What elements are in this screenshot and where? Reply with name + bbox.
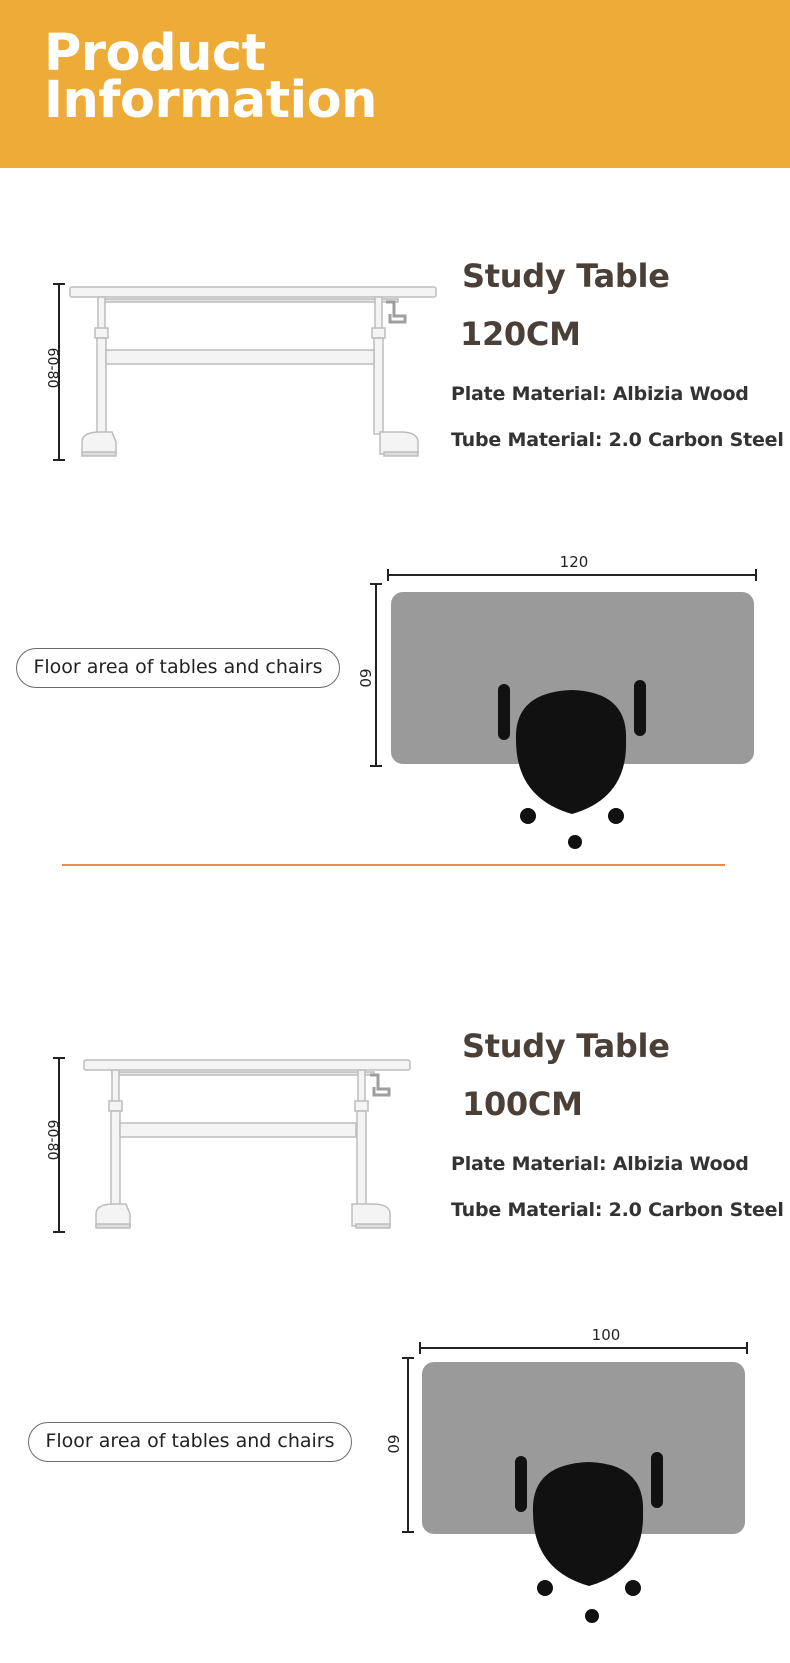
section-divider <box>62 864 725 866</box>
depth-dimension-line <box>402 1358 414 1532</box>
table-illustration <box>70 287 436 456</box>
width-dimension-line <box>420 1342 747 1354</box>
floor-area-diagram <box>378 1320 758 1630</box>
depth-dimension-label: 60 <box>384 1434 402 1454</box>
floor-area-label: Floor area of tables and chairs <box>16 648 340 688</box>
table-illustration <box>84 1060 410 1228</box>
tube-material-spec: Tube Material: 2.0 Carbon Steel <box>451 1199 784 1221</box>
study-table-side-view <box>30 270 440 470</box>
depth-dimension-label: 60 <box>356 668 374 688</box>
product-title: Study Table <box>462 1027 670 1065</box>
width-dimension-label: 120 <box>559 553 589 571</box>
page-title <box>44 24 377 130</box>
height-dimension-label: 60-80 <box>44 347 60 389</box>
height-dimension-label: 60-80 <box>44 1119 60 1161</box>
page-title-line-1: Product <box>44 24 266 83</box>
width-dimension-label: 100 <box>591 1326 621 1344</box>
product-size-label: 100CM <box>462 1085 583 1123</box>
plate-material-spec: Plate Material: Albizia Wood <box>451 1153 749 1175</box>
study-table-side-view <box>30 1044 440 1244</box>
plate-material-spec: Plate Material: Albizia Wood <box>451 383 749 405</box>
product-title: Study Table <box>462 257 670 295</box>
floor-area-diagram <box>342 550 762 855</box>
product-size-label: 120CM <box>460 315 581 353</box>
header-banner <box>0 0 790 168</box>
page-title-line-2: Information <box>44 71 377 130</box>
floor-area-label: Floor area of tables and chairs <box>28 1422 352 1462</box>
tube-material-spec: Tube Material: 2.0 Carbon Steel <box>451 429 784 451</box>
